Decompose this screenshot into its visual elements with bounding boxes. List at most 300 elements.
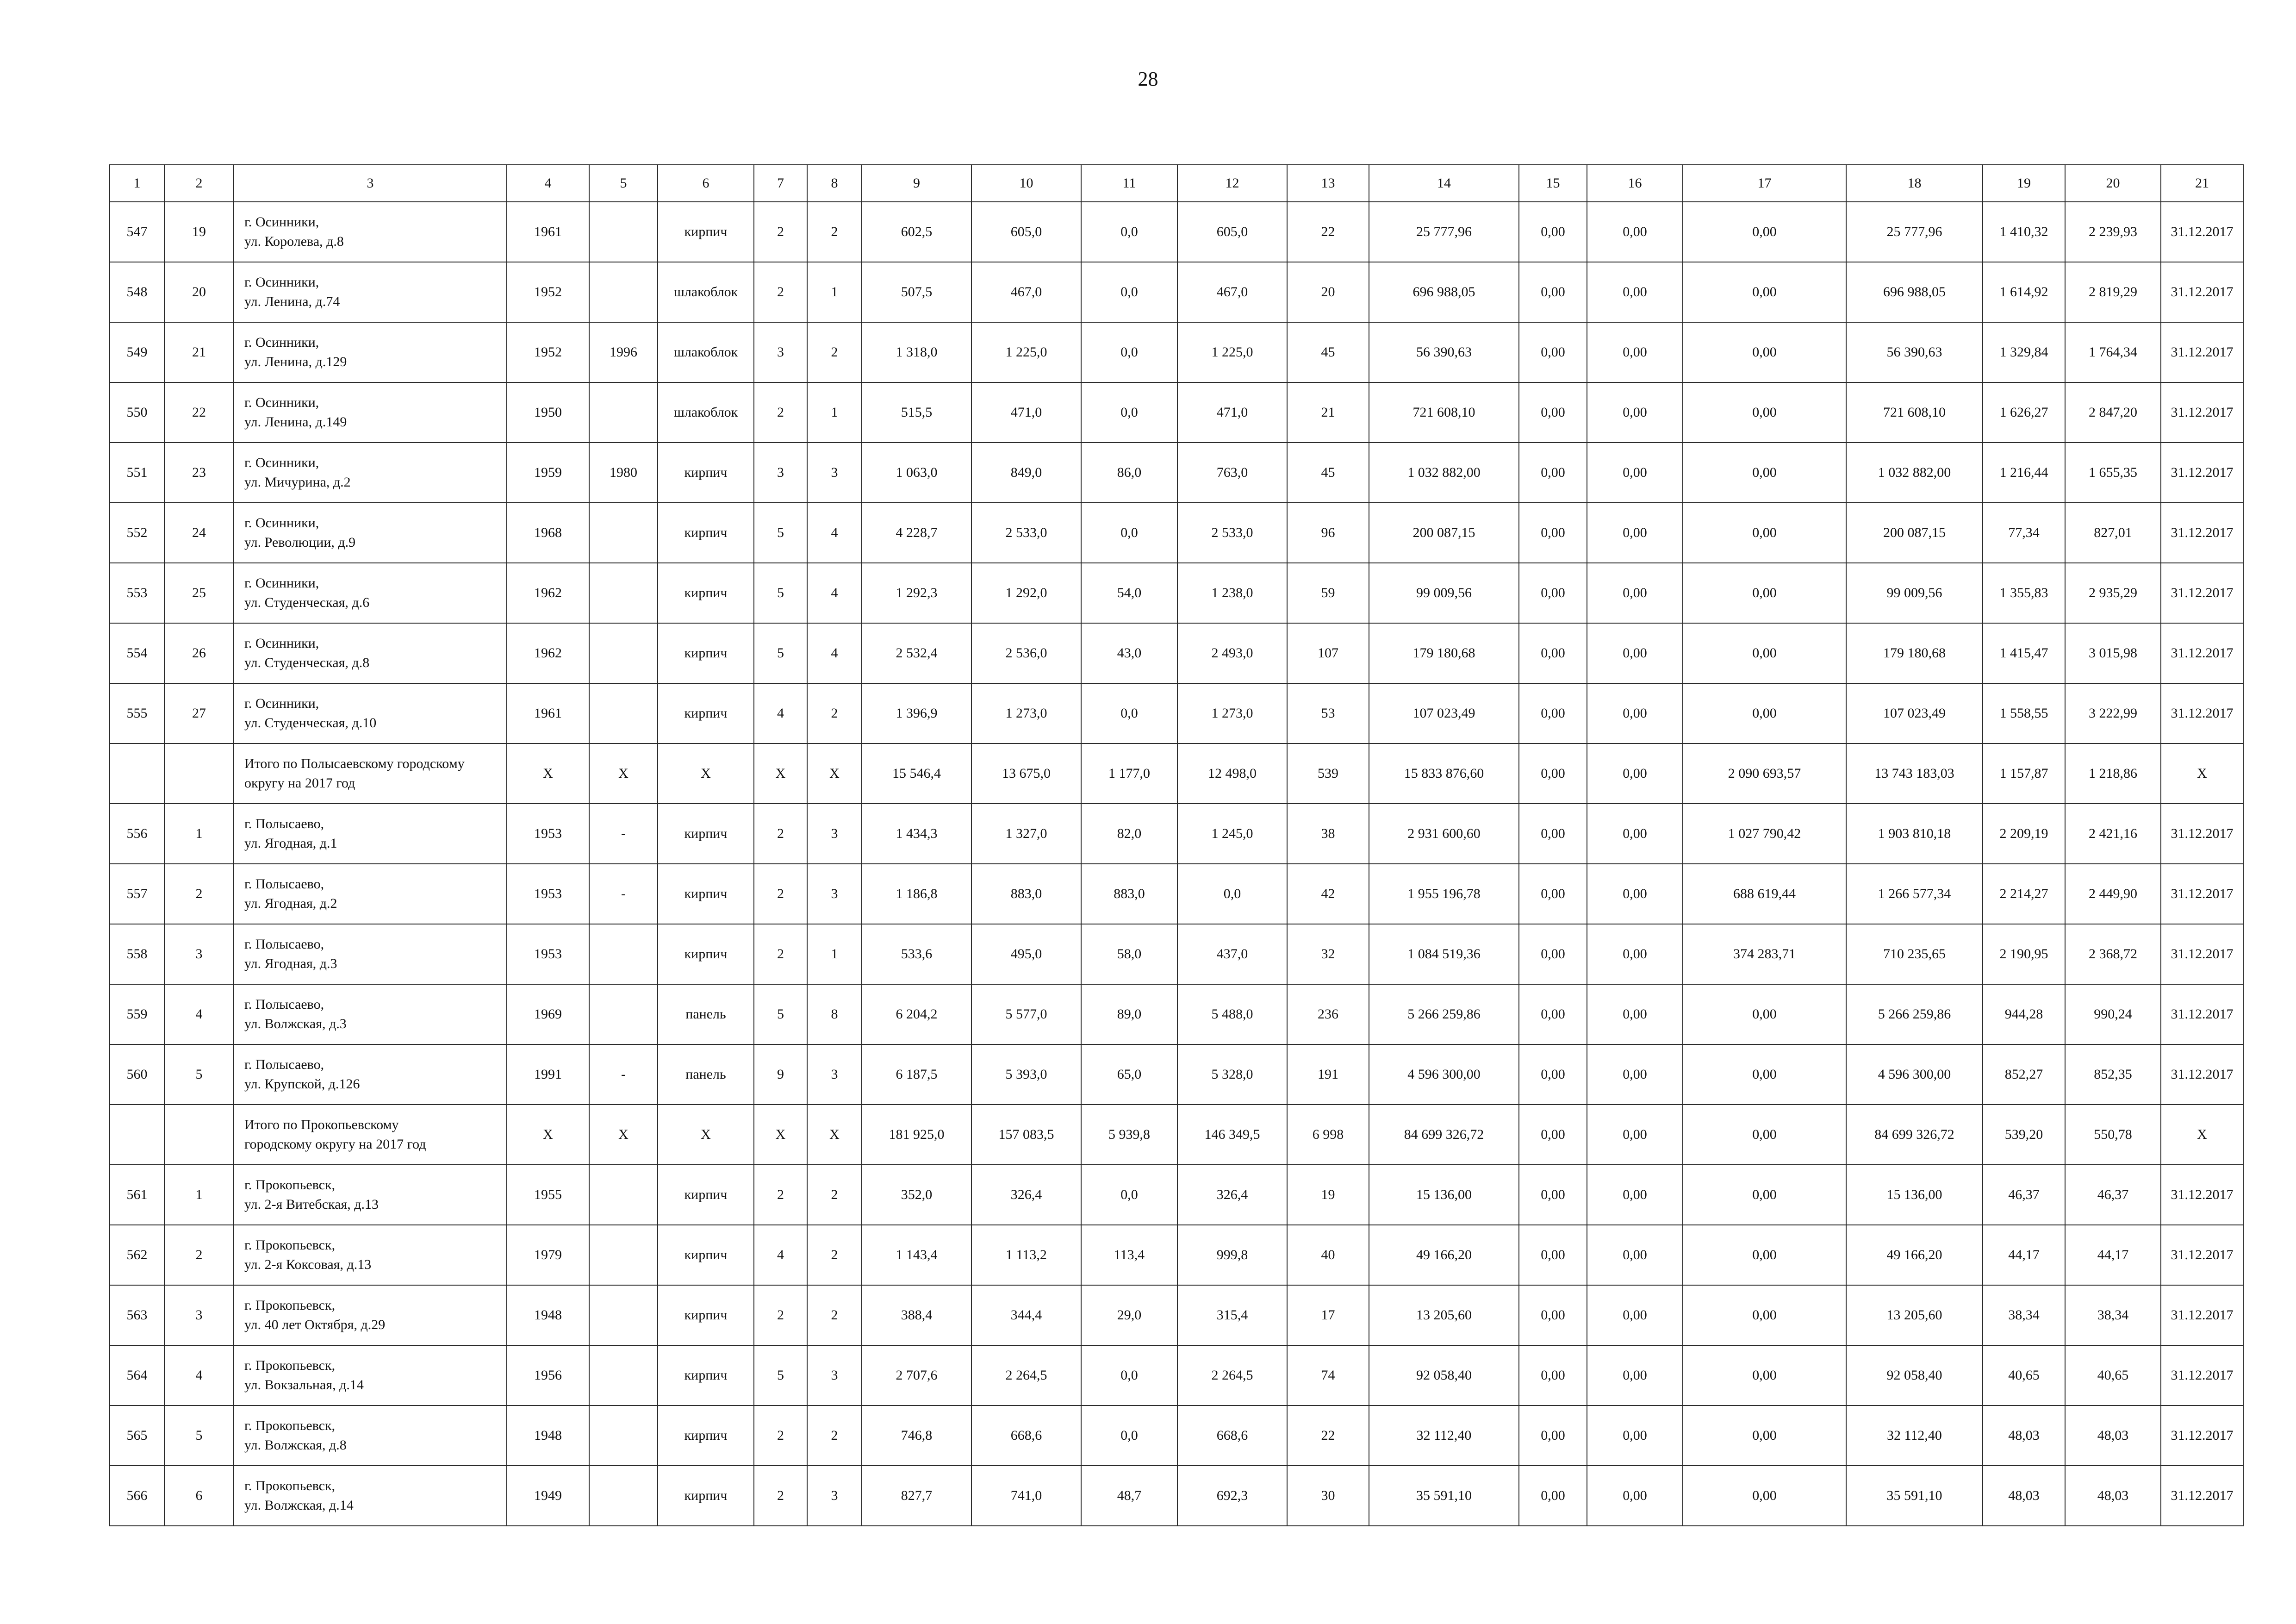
cell-col-2: 4: [164, 1345, 234, 1405]
cell-col-16: 0,00: [1587, 202, 1683, 262]
cell-col-8: 2: [807, 1285, 862, 1345]
cell-col-5: [589, 1165, 658, 1225]
cell-col-8: 2: [807, 1165, 862, 1225]
cell-col-15: 0,00: [1519, 864, 1587, 924]
address-cell: [234, 1405, 507, 1466]
cell-col-6: кирпич: [658, 924, 754, 984]
cell-col-16: 0,00: [1587, 1466, 1683, 1526]
cell-col-4: Х: [507, 743, 589, 804]
page-number: 28: [1138, 68, 1158, 90]
cell-col-6: кирпич: [658, 1405, 754, 1466]
cell-col-14: 56 390,63: [1369, 322, 1519, 382]
cell-col-9: 388,4: [862, 1285, 971, 1345]
cell-col-9: 181 925,0: [862, 1105, 971, 1165]
cell-col-20: 1 764,34: [2065, 322, 2161, 382]
address-line-1: г. Осинники,: [244, 575, 319, 591]
cell-col-7: Х: [754, 1105, 807, 1165]
cell-col-8: 3: [807, 804, 862, 864]
cell-col-9: 515,5: [862, 382, 971, 443]
address-line-1: г. Прокопьевск,: [244, 1237, 336, 1253]
cell-col-1: 559: [110, 984, 164, 1044]
address-line-1: г. Прокопьевск,: [244, 1478, 336, 1493]
cell-col-15: 0,00: [1519, 804, 1587, 864]
cell-col-4: 1968: [507, 503, 589, 563]
cell-col-11: 0,0: [1081, 262, 1177, 322]
address-cell: [234, 262, 507, 322]
cell-col-15: 0,00: [1519, 623, 1587, 683]
table-row: [110, 1044, 2243, 1105]
cell-col-2: [164, 1105, 234, 1165]
cell-col-1: [110, 743, 164, 804]
cell-col-19: 1 410,32: [1983, 202, 2065, 262]
address-cell: [234, 563, 507, 623]
cell-col-17: 0,00: [1683, 563, 1846, 623]
cell-col-21: 31.12.2017: [2161, 1285, 2243, 1345]
cell-col-12: 668,6: [1177, 1405, 1287, 1466]
cell-col-9: 352,0: [862, 1165, 971, 1225]
cell-col-1: 552: [110, 503, 164, 563]
cell-col-12: 605,0: [1177, 202, 1287, 262]
cell-col-5: [589, 924, 658, 984]
address-cell: [234, 984, 507, 1044]
address-line-2: ул. Вокзальная, д.14: [244, 1377, 364, 1393]
cell-col-14: 696 988,05: [1369, 262, 1519, 322]
cell-col-5: [589, 1225, 658, 1285]
cell-col-18: 92 058,40: [1846, 1345, 1983, 1405]
cell-col-12: 999,8: [1177, 1225, 1287, 1285]
cell-col-4: 1991: [507, 1044, 589, 1105]
cell-col-10: 13 675,0: [971, 743, 1081, 804]
column-number-header: 21: [2161, 165, 2243, 202]
cell-col-16: 0,00: [1587, 623, 1683, 683]
cell-col-10: 741,0: [971, 1466, 1081, 1526]
cell-col-13: 38: [1287, 804, 1369, 864]
cell-col-18: 107 023,49: [1846, 683, 1983, 743]
cell-col-17: 0,00: [1683, 984, 1846, 1044]
cell-col-20: 40,65: [2065, 1345, 2161, 1405]
cell-col-12: 763,0: [1177, 443, 1287, 503]
cell-col-21: Х: [2161, 1105, 2243, 1165]
cell-col-7: 5: [754, 1345, 807, 1405]
cell-col-16: 0,00: [1587, 924, 1683, 984]
cell-col-8: 3: [807, 1044, 862, 1105]
cell-col-10: 157 083,5: [971, 1105, 1081, 1165]
cell-col-21: 31.12.2017: [2161, 1345, 2243, 1405]
cell-col-13: 74: [1287, 1345, 1369, 1405]
column-number-header: 18: [1846, 165, 1983, 202]
table-row: [110, 1225, 2243, 1285]
cell-col-19: 2 190,95: [1983, 924, 2065, 984]
cell-col-17: 0,00: [1683, 1405, 1846, 1466]
cell-col-5: 1996: [589, 322, 658, 382]
cell-col-17: 0,00: [1683, 1165, 1846, 1225]
cell-col-13: 20: [1287, 262, 1369, 322]
table-row: [110, 924, 2243, 984]
cell-col-9: 1 396,9: [862, 683, 971, 743]
cell-col-1: 551: [110, 443, 164, 503]
cell-col-6: шлакоблок: [658, 322, 754, 382]
column-number-header: 16: [1587, 165, 1683, 202]
cell-col-20: 2 847,20: [2065, 382, 2161, 443]
cell-col-21: 31.12.2017: [2161, 563, 2243, 623]
cell-col-1: 563: [110, 1285, 164, 1345]
address-line-2: ул. Революции, д.9: [244, 535, 356, 550]
cell-col-14: 49 166,20: [1369, 1225, 1519, 1285]
address-cell: [234, 623, 507, 683]
cell-col-16: 0,00: [1587, 443, 1683, 503]
cell-col-19: 1 415,47: [1983, 623, 2065, 683]
cell-col-14: 200 087,15: [1369, 503, 1519, 563]
cell-col-7: Х: [754, 743, 807, 804]
cell-col-6: шлакоблок: [658, 262, 754, 322]
address-line-2: ул. Крупской, д.126: [244, 1076, 360, 1092]
cell-col-20: 44,17: [2065, 1225, 2161, 1285]
cell-col-17: 374 283,71: [1683, 924, 1846, 984]
cell-col-9: 746,8: [862, 1405, 971, 1466]
cell-col-5: Х: [589, 1105, 658, 1165]
cell-col-11: 0,0: [1081, 1405, 1177, 1466]
cell-col-16: 0,00: [1587, 382, 1683, 443]
address-line-2: ул. Ленина, д.149: [244, 414, 347, 430]
cell-col-7: 3: [754, 322, 807, 382]
cell-col-5: [589, 1466, 658, 1526]
cell-col-14: 1 032 882,00: [1369, 443, 1519, 503]
address-line-2: ул. Студенческая, д.10: [244, 715, 377, 731]
cell-col-2: 5: [164, 1405, 234, 1466]
cell-col-6: панель: [658, 984, 754, 1044]
column-number-row: [110, 165, 2243, 202]
cell-col-8: 4: [807, 503, 862, 563]
cell-col-4: 1962: [507, 623, 589, 683]
table-row: [110, 503, 2243, 563]
address-cell: [234, 864, 507, 924]
cell-col-5: -: [589, 864, 658, 924]
cell-col-6: кирпич: [658, 443, 754, 503]
cell-col-17: 0,00: [1683, 1225, 1846, 1285]
cell-col-15: 0,00: [1519, 1105, 1587, 1165]
cell-col-17: 0,00: [1683, 322, 1846, 382]
cell-col-11: 113,4: [1081, 1225, 1177, 1285]
cell-col-12: 692,3: [1177, 1466, 1287, 1526]
column-number-header: 1: [110, 165, 164, 202]
cell-col-8: 1: [807, 924, 862, 984]
cell-col-4: 1948: [507, 1285, 589, 1345]
cell-col-1: 553: [110, 563, 164, 623]
cell-col-4: Х: [507, 1105, 589, 1165]
cell-col-12: 5 488,0: [1177, 984, 1287, 1044]
cell-col-10: 1 273,0: [971, 683, 1081, 743]
address-cell: [234, 804, 507, 864]
column-number-header: 19: [1983, 165, 2065, 202]
cell-col-11: 1 177,0: [1081, 743, 1177, 804]
cell-col-18: 13 743 183,03: [1846, 743, 1983, 804]
cell-col-11: 54,0: [1081, 563, 1177, 623]
cell-col-1: 560: [110, 1044, 164, 1105]
cell-col-12: 1 225,0: [1177, 322, 1287, 382]
cell-col-2: 2: [164, 1225, 234, 1285]
cell-col-15: 0,00: [1519, 202, 1587, 262]
address-line-2: ул. Ленина, д.129: [244, 354, 347, 369]
cell-col-4: 1948: [507, 1405, 589, 1466]
cell-col-7: 2: [754, 1466, 807, 1526]
cell-col-18: 179 180,68: [1846, 623, 1983, 683]
cell-col-2: 25: [164, 563, 234, 623]
cell-col-16: 0,00: [1587, 1405, 1683, 1466]
cell-col-12: 471,0: [1177, 382, 1287, 443]
cell-col-13: 45: [1287, 322, 1369, 382]
cell-col-20: 48,03: [2065, 1466, 2161, 1526]
table-row: [110, 1405, 2243, 1466]
cell-col-19: 1 216,44: [1983, 443, 2065, 503]
cell-col-18: 56 390,63: [1846, 322, 1983, 382]
cell-col-6: шлакоблок: [658, 382, 754, 443]
cell-col-14: 4 596 300,00: [1369, 1044, 1519, 1105]
cell-col-12: 1 238,0: [1177, 563, 1287, 623]
cell-col-18: 84 699 326,72: [1846, 1105, 1983, 1165]
cell-col-9: 533,6: [862, 924, 971, 984]
address-line-1: г. Прокопьевск,: [244, 1358, 336, 1373]
cell-col-15: 0,00: [1519, 924, 1587, 984]
cell-col-12: 467,0: [1177, 262, 1287, 322]
cell-col-14: 107 023,49: [1369, 683, 1519, 743]
cell-col-11: 883,0: [1081, 864, 1177, 924]
cell-col-9: 1 186,8: [862, 864, 971, 924]
cell-col-4: 1956: [507, 1345, 589, 1405]
cell-col-2: 3: [164, 1285, 234, 1345]
cell-col-1: 564: [110, 1345, 164, 1405]
address-line-1: г. Полысаево,: [244, 997, 324, 1012]
cell-col-1: 557: [110, 864, 164, 924]
cell-col-14: 2 931 600,60: [1369, 804, 1519, 864]
cell-col-20: 852,35: [2065, 1044, 2161, 1105]
cell-col-19: 1 626,27: [1983, 382, 2065, 443]
cell-col-9: 1 318,0: [862, 322, 971, 382]
cell-col-11: 0,0: [1081, 1165, 1177, 1225]
cell-col-9: 1 143,4: [862, 1225, 971, 1285]
cell-col-16: 0,00: [1587, 864, 1683, 924]
cell-col-18: 49 166,20: [1846, 1225, 1983, 1285]
cell-col-4: 1979: [507, 1225, 589, 1285]
address-line-1: Итого по Полысаевскому городскому: [244, 756, 465, 771]
cell-col-2: 6: [164, 1466, 234, 1526]
cell-col-14: 15 136,00: [1369, 1165, 1519, 1225]
address-line-1: Итого по Прокопьевскому: [244, 1117, 399, 1132]
cell-col-8: 4: [807, 623, 862, 683]
cell-col-15: 0,00: [1519, 743, 1587, 804]
cell-col-21: 31.12.2017: [2161, 1044, 2243, 1105]
cell-col-19: 40,65: [1983, 1345, 2065, 1405]
cell-col-9: 827,7: [862, 1466, 971, 1526]
cell-col-12: 5 328,0: [1177, 1044, 1287, 1105]
cell-col-6: кирпич: [658, 503, 754, 563]
table-row: [110, 1165, 2243, 1225]
cell-col-14: 32 112,40: [1369, 1405, 1519, 1466]
cell-col-5: [589, 984, 658, 1044]
cell-col-8: 3: [807, 1466, 862, 1526]
cell-col-8: 2: [807, 1225, 862, 1285]
cell-col-20: 2 935,29: [2065, 563, 2161, 623]
cell-col-2: 1: [164, 804, 234, 864]
cell-col-19: 1 355,83: [1983, 563, 2065, 623]
table-row: [110, 1345, 2243, 1405]
cell-col-2: [164, 743, 234, 804]
cell-col-4: 1952: [507, 262, 589, 322]
column-number-header: 3: [234, 165, 507, 202]
table-row: [110, 382, 2243, 443]
cell-col-21: 31.12.2017: [2161, 1466, 2243, 1526]
cell-col-4: 1953: [507, 804, 589, 864]
cell-col-10: 344,4: [971, 1285, 1081, 1345]
cell-col-5: [589, 683, 658, 743]
cell-col-5: [589, 262, 658, 322]
cell-col-19: 38,34: [1983, 1285, 2065, 1345]
cell-col-17: 0,00: [1683, 1466, 1846, 1526]
cell-col-11: 43,0: [1081, 623, 1177, 683]
cell-col-13: 30: [1287, 1466, 1369, 1526]
table-row: [110, 202, 2243, 262]
cell-col-17: 0,00: [1683, 1105, 1846, 1165]
cell-col-17: 2 090 693,57: [1683, 743, 1846, 804]
column-number-header: 11: [1081, 165, 1177, 202]
cell-col-5: [589, 382, 658, 443]
cell-col-9: 507,5: [862, 262, 971, 322]
cell-col-1: 558: [110, 924, 164, 984]
cell-col-2: 21: [164, 322, 234, 382]
cell-col-1: 566: [110, 1466, 164, 1526]
cell-col-7: 3: [754, 443, 807, 503]
address-line-1: г. Полысаево,: [244, 876, 324, 892]
cell-col-2: 19: [164, 202, 234, 262]
table-body: [110, 165, 2243, 1526]
cell-col-21: 31.12.2017: [2161, 443, 2243, 503]
cell-col-19: 2 209,19: [1983, 804, 2065, 864]
cell-col-21: 31.12.2017: [2161, 1405, 2243, 1466]
address-line-2: ул. Ягодная, д.3: [244, 956, 337, 971]
address-cell: [234, 1345, 507, 1405]
cell-col-2: 27: [164, 683, 234, 743]
address-line-1: г. Прокопьевск,: [244, 1418, 336, 1433]
cell-col-17: 1 027 790,42: [1683, 804, 1846, 864]
cell-col-9: 1 292,3: [862, 563, 971, 623]
cell-col-5: Х: [589, 743, 658, 804]
cell-col-6: кирпич: [658, 1345, 754, 1405]
cell-col-11: 58,0: [1081, 924, 1177, 984]
cell-col-10: 1 113,2: [971, 1225, 1081, 1285]
cell-col-4: 1961: [507, 683, 589, 743]
cell-col-16: 0,00: [1587, 1105, 1683, 1165]
cell-col-13: 17: [1287, 1285, 1369, 1345]
cell-col-13: 59: [1287, 563, 1369, 623]
cell-col-7: 4: [754, 683, 807, 743]
cell-col-19: 77,34: [1983, 503, 2065, 563]
cell-col-9: 2 707,6: [862, 1345, 971, 1405]
column-number-header: 9: [862, 165, 971, 202]
cell-col-17: 0,00: [1683, 1044, 1846, 1105]
cell-col-12: 146 349,5: [1177, 1105, 1287, 1165]
cell-col-16: 0,00: [1587, 1225, 1683, 1285]
table-row: [110, 262, 2243, 322]
cell-col-5: -: [589, 1044, 658, 1105]
address-line-1: г. Осинники,: [244, 696, 319, 711]
cell-col-17: 0,00: [1683, 202, 1846, 262]
cell-col-6: панель: [658, 1044, 754, 1105]
cell-col-5: [589, 1405, 658, 1466]
address-line-2: ул. Студенческая, д.6: [244, 595, 370, 610]
column-number-header: 8: [807, 165, 862, 202]
subtotal-row: [110, 743, 2243, 804]
cell-col-6: кирпич: [658, 804, 754, 864]
cell-col-10: 1 292,0: [971, 563, 1081, 623]
cell-col-18: 1 032 882,00: [1846, 443, 1983, 503]
address-line-2: ул. Ленина, д.74: [244, 294, 340, 309]
cell-col-11: 0,0: [1081, 683, 1177, 743]
cell-col-15: 0,00: [1519, 443, 1587, 503]
cell-col-9: 4 228,7: [862, 503, 971, 563]
cell-col-6: кирпич: [658, 1466, 754, 1526]
cell-col-5: [589, 202, 658, 262]
cell-col-1: 554: [110, 623, 164, 683]
cell-col-15: 0,00: [1519, 382, 1587, 443]
column-number-header: 13: [1287, 165, 1369, 202]
cell-col-10: 1 327,0: [971, 804, 1081, 864]
cell-col-19: 944,28: [1983, 984, 2065, 1044]
cell-col-16: 0,00: [1587, 1285, 1683, 1345]
address-cell: [234, 1285, 507, 1345]
cell-col-2: 22: [164, 382, 234, 443]
cell-col-6: кирпич: [658, 623, 754, 683]
cell-col-12: 0,0: [1177, 864, 1287, 924]
cell-col-14: 99 009,56: [1369, 563, 1519, 623]
cell-col-21: 31.12.2017: [2161, 202, 2243, 262]
address-line-2: округу на 2017 год: [244, 775, 355, 791]
cell-col-2: 1: [164, 1165, 234, 1225]
cell-col-9: 2 532,4: [862, 623, 971, 683]
cell-col-14: 92 058,40: [1369, 1345, 1519, 1405]
cell-col-11: 29,0: [1081, 1285, 1177, 1345]
cell-col-7: 2: [754, 1285, 807, 1345]
cell-col-8: 4: [807, 563, 862, 623]
cell-col-20: 2 819,29: [2065, 262, 2161, 322]
cell-col-6: кирпич: [658, 563, 754, 623]
cell-col-8: 8: [807, 984, 862, 1044]
cell-col-11: 0,0: [1081, 382, 1177, 443]
cell-col-5: [589, 1285, 658, 1345]
address-line-1: г. Прокопьевск,: [244, 1177, 336, 1193]
cell-col-13: 53: [1287, 683, 1369, 743]
cell-col-15: 0,00: [1519, 1285, 1587, 1345]
cell-col-21: 31.12.2017: [2161, 984, 2243, 1044]
cell-col-9: 1 434,3: [862, 804, 971, 864]
cell-col-7: 2: [754, 262, 807, 322]
address-cell: [234, 1225, 507, 1285]
cell-col-15: 0,00: [1519, 563, 1587, 623]
cell-col-12: 1 245,0: [1177, 804, 1287, 864]
cell-col-7: 5: [754, 503, 807, 563]
cell-col-6: кирпич: [658, 683, 754, 743]
cell-col-1: [110, 1105, 164, 1165]
cell-col-10: 605,0: [971, 202, 1081, 262]
cell-col-14: 721 608,10: [1369, 382, 1519, 443]
cell-col-13: 45: [1287, 443, 1369, 503]
cell-col-12: 437,0: [1177, 924, 1287, 984]
cell-col-4: 1949: [507, 1466, 589, 1526]
address-cell: [234, 322, 507, 382]
cell-col-14: 1 084 519,36: [1369, 924, 1519, 984]
cell-col-2: 3: [164, 924, 234, 984]
cell-col-21: 31.12.2017: [2161, 1225, 2243, 1285]
address-line-2: ул. Мичурина, д.2: [244, 475, 351, 490]
cell-col-18: 4 596 300,00: [1846, 1044, 1983, 1105]
